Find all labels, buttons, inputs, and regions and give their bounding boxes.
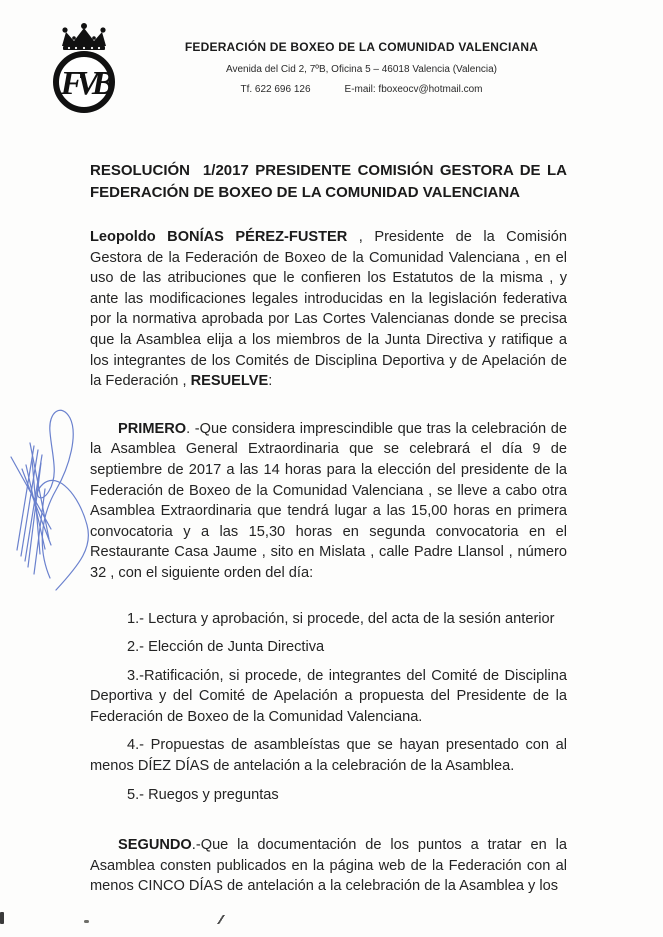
organization-name: FEDERACIÓN DE BOXEO DE LA COMUNIDAD VALENCIANA [184, 40, 539, 54]
segundo-paragraph [90, 835, 567, 897]
organization-phone: Tf. 622 696 126 [240, 84, 311, 95]
scan-artifact-mark [215, 915, 227, 924]
agenda-item-5: 5.- Ruegos y preguntas [127, 786, 279, 803]
scan-artifact-speck [84, 920, 89, 923]
primero-lead: PRIMERO [118, 420, 187, 437]
document-body [90, 160, 567, 922]
resolution-title [90, 160, 567, 203]
primero-text: . -Que considera imprescindible que tras la celebración de la Asamblea General Extraordinaria que se celebrará el día 9 de septiembre de 2017 a las 14 horas para la elección del presidente de la Federación de Boxeo de la Comunidad Valenciana , se lleve a cabo otra Asamblea Extraordinaria que tendrá lugar a las 15,00 horas en primera convocatoria y a las 15,30 horas en segunda convocatoria en el Restaurante Casa Jaume , sito en Mislata , calle Padre Llansol , número 32 , con el siguiente orden del día: [90, 420, 567, 581]
letterhead [0, 20, 663, 130]
primero-paragraph [90, 419, 567, 584]
letterhead-text [110, 40, 613, 95]
agenda-item-2: 2.- Elección de Junta Directiva [127, 639, 325, 656]
crown-icon [62, 23, 106, 50]
intro-text: , Presidente de la Comisión Gestora de la Federación de Boxeo de la Comunidad Valenciana , en el uso de las atribuciones que le confieren los Estatutos de la misma , y ante las modificaciones legales introducidas en la legislación federativa por la normativa aprobada por Las Cortes Valencianas donde se precisa que la Asamblea elija a los miembros de la Junta Directiva y ratifique a los integrantes de los Comités de Disciplina Deportiva y de Apelación de la Federación , [90, 229, 567, 390]
organization-address: Avenida del Cid 2, 7ºB, Oficina 5 – 46018 Valencia (Valencia) [225, 64, 498, 75]
intro-paragraph [90, 227, 567, 392]
federation-logo [52, 22, 116, 118]
logo-monogram: FVB [60, 65, 108, 102]
organization-email: E-mail: fboxeocv@hotmail.com [344, 84, 483, 95]
resolve-keyword: RESUELVE [190, 373, 269, 390]
signature-scribble [4, 398, 104, 603]
agenda-item-1: 1.- Lectura y aprobación, si procede, del acta de la sesión anterior [127, 610, 555, 627]
agenda-item-4: 4.- Propuestas de asambleístas que se hayan presentado con al menos DÍEZ DÍAS de antelación a la celebración de la Asamblea. [90, 737, 567, 775]
resolve-colon: : [268, 373, 273, 390]
resolution-title-line1: RESOLUCIÓN 1/2017 PRESIDENTE COMISIÓN GESTORA DE LA [90, 162, 567, 179]
segundo-text: .-Que la documentación de los puntos a tratar en la Asamblea consten publicados en la página web de la Federación con al menos CINCO DÍAS de antelación a la celebración de la Asamblea y los [90, 837, 567, 895]
segundo-lead: SEGUNDO [118, 837, 192, 854]
agenda-list [90, 609, 567, 806]
resolution-title-line2: FEDERACIÓN DE BOXEO DE LA COMUNIDAD VALENCIANA [90, 183, 521, 201]
agenda-item-3: 3.-Ratificación, si procede, de integrantes del Comité de Disciplina Deportiva y del Comité de Apelación a propuesta del Presidente de la Federación de Boxeo de la Comunidad Valenciana. [90, 667, 567, 725]
scan-artifact-edge [0, 912, 4, 924]
president-name: Leopoldo BONÍAS PÉREZ-FUSTER [90, 229, 348, 245]
organization-contact [110, 84, 613, 95]
